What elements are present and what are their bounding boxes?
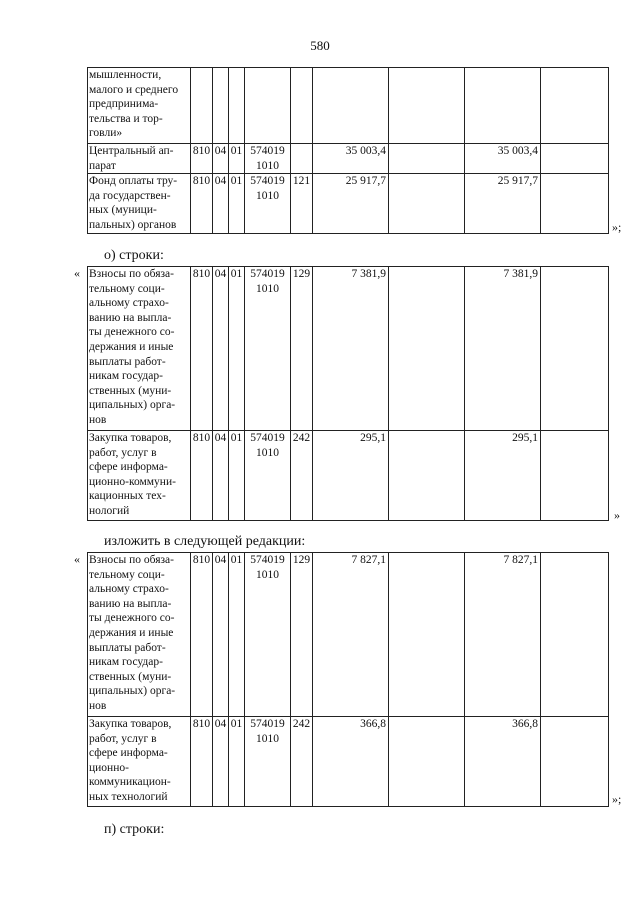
row-code: 810 (191, 717, 213, 807)
row-sum-3: 7 381,9 (465, 267, 541, 431)
row-vid: 129 (291, 267, 313, 431)
row-code: 810 (191, 267, 213, 431)
table-row (88, 174, 609, 234)
row-name: мышленности, малого и среднего предпринима- тельства и тор- говли» (88, 68, 191, 144)
row-name: Закупка товаров, работ, услуг в сфере информа- ционно-коммуни- кационных тех- нологий (88, 431, 191, 521)
row-name: Фонд оплаты тру- да государствен- ных (муници- пальных) органов (88, 174, 191, 234)
closing-quote: » (614, 508, 620, 522)
row-sum-3: 25 917,7 (465, 174, 541, 234)
row-sum-2 (389, 431, 465, 521)
row-sum-2 (389, 68, 465, 144)
row-sum-1: 7 381,9 (313, 267, 389, 431)
row-sum-1: 366,8 (313, 717, 389, 807)
row-sum-4 (541, 267, 609, 431)
row-code: 810 (191, 174, 213, 234)
row-sum-4 (541, 68, 609, 144)
row-sum-2 (389, 174, 465, 234)
row-sum-2 (389, 144, 465, 174)
row-sum-4 (541, 174, 609, 234)
row-sum-1: 35 003,4 (313, 144, 389, 174)
opening-quote: « (74, 266, 80, 280)
section-heading-izlozhit: изложить в следующей редакции: (104, 534, 306, 549)
row-section: 04 (213, 553, 229, 717)
row-target: 574019 1010 (245, 174, 291, 234)
row-target: 574019 1010 (245, 431, 291, 521)
row-sum-4 (541, 553, 609, 717)
table-row (88, 68, 609, 144)
table-row (88, 267, 609, 431)
closing-quote: »; (612, 220, 622, 234)
row-name: Закупка товаров, работ, услуг в сфере информа- ционно- коммуникацион- ных технологий (88, 717, 191, 807)
row-subsection (229, 68, 245, 144)
row-name: Взносы по обяза- тельному соци- альному страхо- ванию на выпла- ты денежного со- держания и иные выплаты работ- никам государ- ственных (муни- ципальных) орга- нов (88, 267, 191, 431)
row-sum-3: 295,1 (465, 431, 541, 521)
row-code: 810 (191, 431, 213, 521)
row-name: Центральный ап- парат (88, 144, 191, 174)
row-vid: 121 (291, 174, 313, 234)
row-code (191, 68, 213, 144)
closing-quote: »; (612, 792, 622, 806)
row-subsection: 01 (229, 144, 245, 174)
row-sum-2 (389, 267, 465, 431)
row-sum-4 (541, 717, 609, 807)
table-row (88, 553, 609, 717)
row-sum-2 (389, 717, 465, 807)
row-section: 04 (213, 174, 229, 234)
row-sum-1: 25 917,7 (313, 174, 389, 234)
row-subsection: 01 (229, 267, 245, 431)
row-sum-4 (541, 431, 609, 521)
row-code: 810 (191, 144, 213, 174)
row-vid (291, 144, 313, 174)
budget-table-3 (87, 552, 609, 807)
row-sum-3: 35 003,4 (465, 144, 541, 174)
row-sum-1: 7 827,1 (313, 553, 389, 717)
row-vid: 129 (291, 553, 313, 717)
row-subsection: 01 (229, 431, 245, 521)
row-sum-1: 295,1 (313, 431, 389, 521)
row-name: Взносы по обяза- тельному соци- альному страхо- ванию на выпла- ты денежного со- держания и иные выплаты работ- никам государ- ственных (муни- ципальных) орга- нов (88, 553, 191, 717)
row-section: 04 (213, 267, 229, 431)
budget-table-1 (87, 67, 609, 234)
row-target: 574019 1010 (245, 267, 291, 431)
row-section: 04 (213, 717, 229, 807)
row-section (213, 68, 229, 144)
row-target: 574019 1010 (245, 553, 291, 717)
budget-table-2 (87, 266, 609, 521)
row-subsection: 01 (229, 553, 245, 717)
row-vid: 242 (291, 717, 313, 807)
row-sum-1 (313, 68, 389, 144)
table-row (88, 431, 609, 521)
row-sum-3 (465, 68, 541, 144)
row-target: 574019 1010 (245, 144, 291, 174)
row-sum-2 (389, 553, 465, 717)
table-row (88, 144, 609, 174)
table-row (88, 717, 609, 807)
section-heading-p: п) строки: (104, 822, 165, 837)
row-target: 574019 1010 (245, 717, 291, 807)
row-subsection: 01 (229, 174, 245, 234)
row-section: 04 (213, 144, 229, 174)
row-sum-4 (541, 144, 609, 174)
opening-quote: « (74, 552, 80, 566)
row-code: 810 (191, 553, 213, 717)
row-vid (291, 68, 313, 144)
row-vid: 242 (291, 431, 313, 521)
row-sum-3: 7 827,1 (465, 553, 541, 717)
page-number: 580 (310, 38, 330, 53)
row-section: 04 (213, 431, 229, 521)
row-target (245, 68, 291, 144)
row-sum-3: 366,8 (465, 717, 541, 807)
section-heading-o: о) строки: (104, 248, 164, 263)
row-subsection: 01 (229, 717, 245, 807)
